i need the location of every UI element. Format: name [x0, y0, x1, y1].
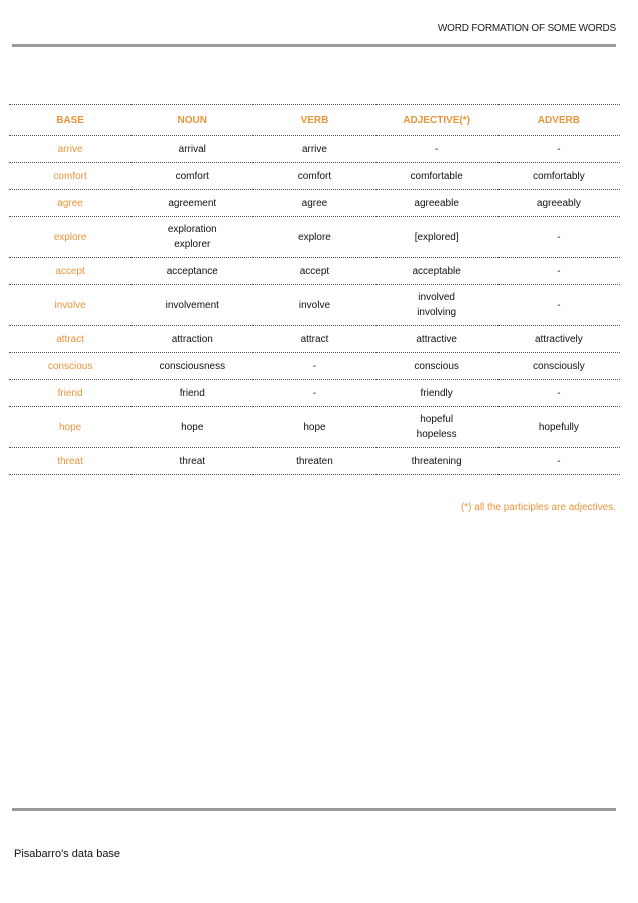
table-row: [9, 136, 620, 163]
adverb-form: -: [557, 265, 561, 277]
adjective-cell: [376, 326, 498, 353]
noun-cell: [131, 285, 253, 326]
adverb-form: -: [557, 299, 561, 311]
base-word-cell: agree: [9, 190, 131, 217]
verb-form: threaten: [296, 455, 333, 467]
verb-form: arrive: [301, 143, 327, 155]
noun-form: arrival: [178, 143, 206, 155]
adverb-cell: [498, 190, 620, 217]
column-header: VERB: [253, 105, 375, 136]
adjective-form: hopeless: [416, 429, 457, 440]
base-word-cell: attract: [9, 326, 131, 353]
noun-cell: [131, 163, 253, 190]
adjective-cell: [376, 190, 498, 217]
verb-cell: [253, 190, 375, 217]
verb-form: hope: [303, 421, 326, 433]
noun-form: acceptance: [166, 265, 218, 277]
noun-cell: [131, 448, 253, 475]
noun-form: hope: [181, 421, 204, 433]
adverb-cell: [498, 407, 620, 448]
page-header-title: WORD FORMATION OF SOME WORDS: [437, 23, 616, 34]
base-word-cell: friend: [9, 380, 131, 407]
noun-form: agreement: [168, 197, 217, 209]
adjective-cell: [376, 285, 498, 326]
adverb-form: -: [557, 387, 561, 399]
adjective-cell: [376, 217, 498, 258]
table-row: [9, 380, 620, 407]
adjective-form: acceptable: [412, 265, 461, 277]
noun-cell: [131, 258, 253, 285]
adjective-form: involving: [417, 307, 457, 318]
verb-cell: [253, 217, 375, 258]
footer-source-text: Pisabarro's data base: [14, 848, 121, 860]
verb-form: explore: [298, 231, 331, 243]
adverb-form: comfortably: [533, 170, 585, 182]
noun-cell: [131, 217, 253, 258]
adverb-cell: [498, 163, 620, 190]
adjective-form: -: [434, 143, 439, 155]
noun-cell: [131, 380, 253, 407]
adjective-cell: [376, 136, 498, 163]
table-header-row: [9, 105, 620, 136]
verb-cell: [253, 407, 375, 448]
table-row: [9, 217, 620, 258]
base-word-cell: comfort: [9, 163, 131, 190]
noun-form: friend: [179, 387, 205, 399]
word-formation-table: [9, 104, 620, 475]
adverb-form: attractively: [534, 333, 583, 345]
table-row: [9, 190, 620, 217]
verb-cell: [253, 326, 375, 353]
adjective-cell: [376, 380, 498, 407]
noun-cell: [131, 407, 253, 448]
table-row: [9, 163, 620, 190]
adverb-form: -: [557, 143, 561, 155]
noun-form: threat: [179, 455, 206, 467]
verb-form: -: [312, 387, 317, 399]
noun-form: comfort: [175, 170, 209, 182]
adverb-cell: [498, 380, 620, 407]
base-word-cell: explore: [9, 217, 131, 258]
footnote: (*) all the participles are adjectives.: [460, 502, 616, 513]
verb-cell: [253, 380, 375, 407]
adverb-form: hopefully: [538, 421, 579, 433]
verb-cell: [253, 285, 375, 326]
base-word-cell: conscious: [9, 353, 131, 380]
table-row: [9, 326, 620, 353]
column-header: BASE: [9, 105, 131, 136]
adjective-cell: [376, 407, 498, 448]
adverb-cell: [498, 217, 620, 258]
adjective-form: conscious: [414, 360, 459, 372]
noun-form: explorer: [174, 239, 211, 250]
adverb-cell: [498, 258, 620, 285]
verb-cell: [253, 163, 375, 190]
verb-form: comfort: [297, 170, 332, 182]
verb-cell: [253, 136, 375, 163]
adverb-form: agreeably: [536, 197, 581, 209]
verb-form: attract: [300, 333, 329, 345]
adverb-form: -: [557, 455, 561, 467]
noun-cell: [131, 136, 253, 163]
table-row: [9, 407, 620, 448]
base-word-cell: accept: [9, 258, 131, 285]
noun-cell: [131, 190, 253, 217]
table-row: [9, 448, 620, 475]
header-divider: [12, 44, 616, 47]
adjective-form: attractive: [416, 333, 457, 345]
noun-cell: [131, 353, 253, 380]
column-header: NOUN: [131, 105, 253, 136]
adverb-cell: [498, 136, 620, 163]
adjective-cell: [376, 258, 498, 285]
adverb-form: consciously: [533, 360, 585, 372]
adjective-cell: [376, 353, 498, 380]
adjective-cell: [376, 163, 498, 190]
base-word-cell: arrive: [9, 136, 131, 163]
verb-form: agree: [301, 197, 328, 209]
footer-divider: [12, 808, 616, 811]
verb-form: accept: [299, 265, 330, 277]
noun-form: involvement: [165, 299, 219, 311]
table-row: [9, 353, 620, 380]
noun-form: attraction: [171, 333, 213, 345]
adverb-cell: [498, 353, 620, 380]
adjective-form: threatening: [411, 455, 462, 467]
adverb-cell: [498, 285, 620, 326]
verb-form: involve: [298, 299, 331, 311]
column-header: ADJECTIVE(*): [376, 105, 498, 136]
base-word-cell: involve: [9, 285, 131, 326]
column-header: ADVERB: [498, 105, 620, 136]
adjective-cell: [376, 448, 498, 475]
adjective-form: hopeful: [420, 414, 454, 425]
verb-cell: [253, 353, 375, 380]
verb-cell: [253, 448, 375, 475]
adjective-form: agreeable: [414, 197, 459, 209]
noun-cell: [131, 326, 253, 353]
adverb-cell: [498, 448, 620, 475]
adjective-form: friendly: [420, 387, 453, 399]
base-word-cell: threat: [9, 448, 131, 475]
verb-cell: [253, 258, 375, 285]
adverb-form: -: [557, 231, 561, 243]
base-word-cell: hope: [9, 407, 131, 448]
table-body: [9, 136, 620, 475]
adjective-form: [explored]: [414, 231, 459, 243]
noun-form: consciousness: [159, 360, 226, 372]
noun-form: exploration: [167, 224, 217, 235]
table-row: [9, 285, 620, 326]
adjective-form: comfortable: [410, 170, 463, 182]
adjective-form: involved: [418, 292, 455, 303]
table-row: [9, 258, 620, 285]
adverb-cell: [498, 326, 620, 353]
verb-form: -: [312, 360, 317, 372]
